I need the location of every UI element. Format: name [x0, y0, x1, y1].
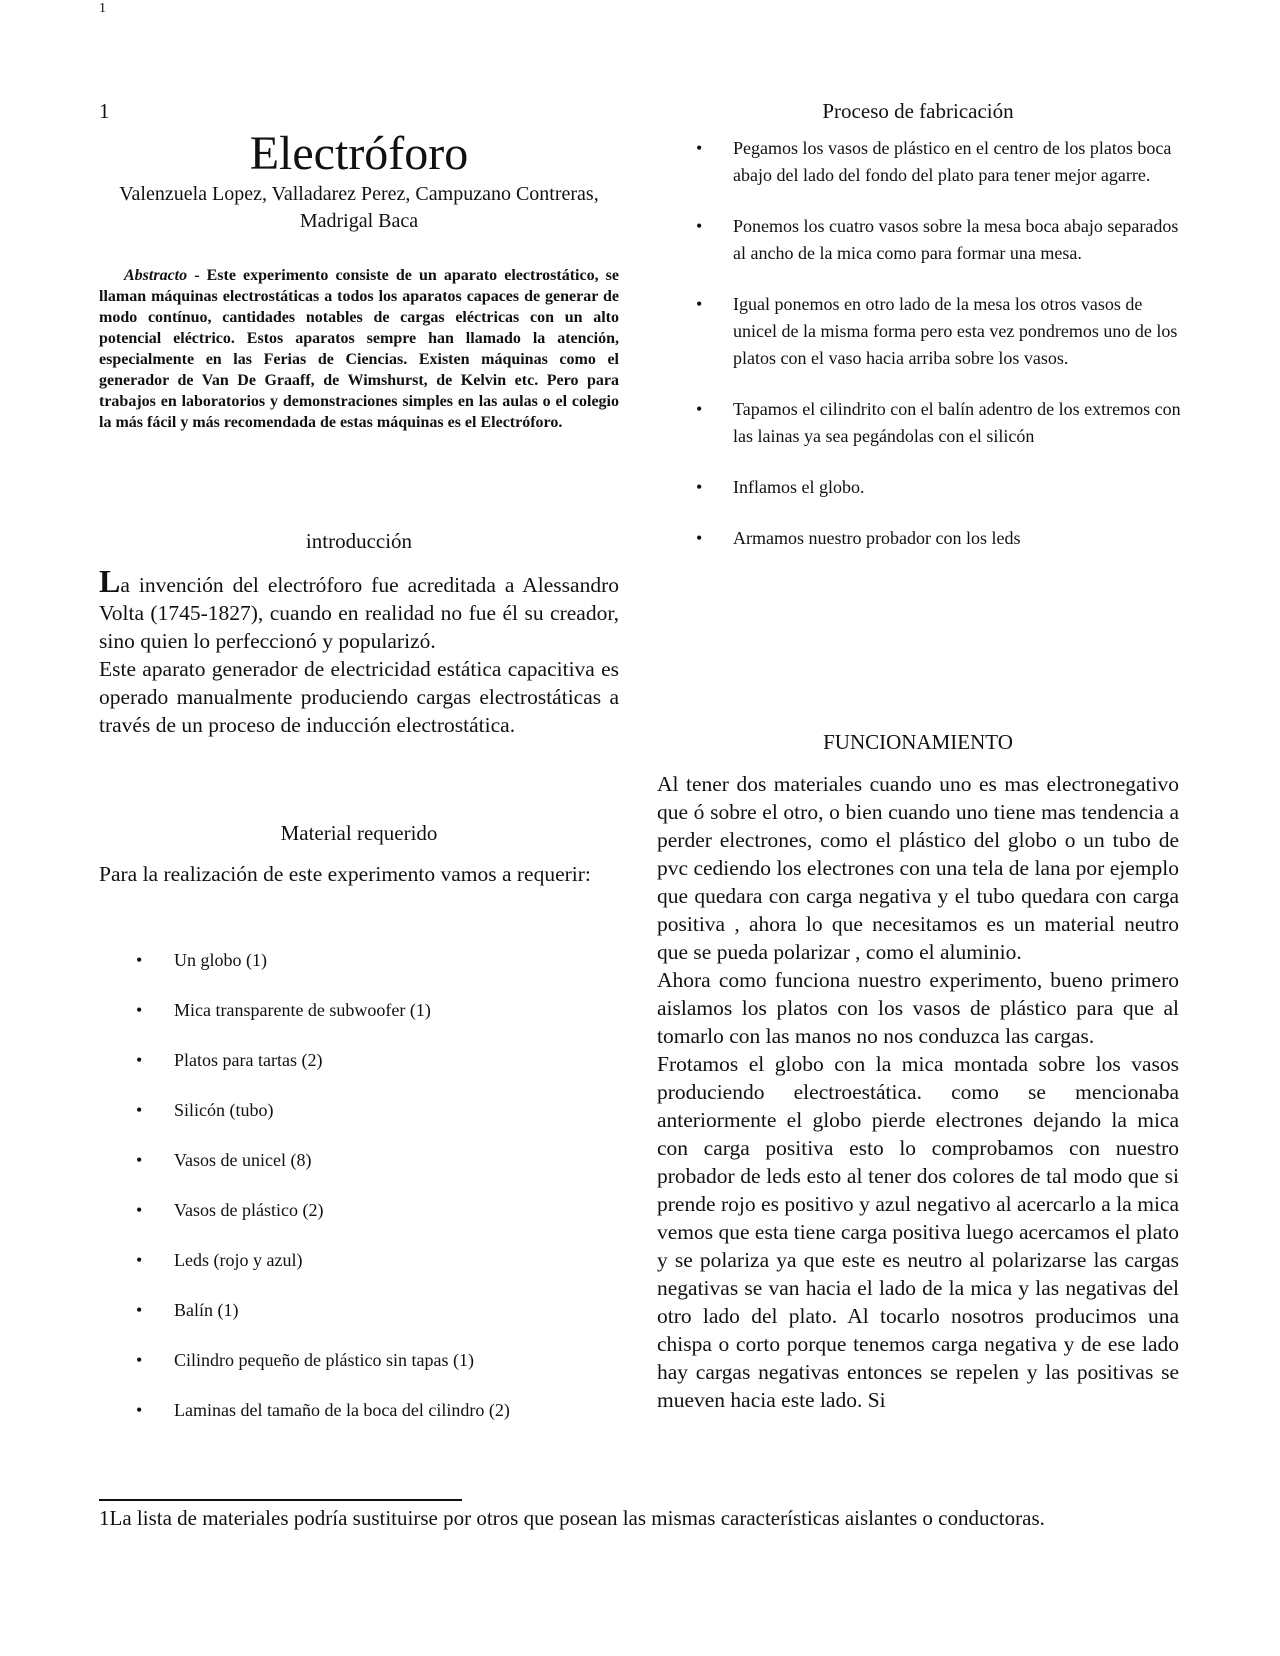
list-item-text: Pegamos los vasos de plástico en el centro de los platos boca abajo del lado del fondo del plato para tener mejor agarre.	[733, 138, 1172, 185]
abstract-text: - Este experimento consiste de un aparato electrostático, se llaman máquinas electrostáticas a todos los aparatos capaces de generar de modo contínuo, cantidades notables de cargas eléctricas con un alto potencial eléctrico. Estos aparatos sempre han llamado la atención, especialmente en las Ferias de Ciencias. Existen máquinas como el generador de Van De Graaff, de Wimshurst, de Kelvin etc. Pero para trabajos en laboratorios y demonstraciones simples en las aulas o el colegio la más fácil y más recomendada de estas máquinas es el Electróforo.	[99, 267, 619, 431]
list-item	[696, 474, 1181, 501]
list-item	[136, 1298, 614, 1348]
bullet-icon: •	[696, 399, 703, 419]
list-item	[696, 291, 1181, 372]
abstract	[99, 265, 619, 433]
bullet-icon: •	[696, 216, 703, 236]
bullet-icon: •	[136, 950, 143, 970]
paper-title-text: Electróforo	[249, 127, 469, 180]
intro-heading: introducción	[305, 529, 413, 553]
list-item	[136, 1048, 614, 1098]
bullet-icon: •	[136, 1200, 143, 1220]
materials-list	[136, 948, 614, 1448]
list-item	[136, 1348, 614, 1398]
bullet-icon: •	[136, 1050, 143, 1070]
bullet-icon: •	[136, 1150, 143, 1170]
process-steps-list	[696, 135, 1181, 576]
function-heading: FUNCIONAMIENTO	[823, 730, 1013, 754]
list-item-text: Tapamos el cilindrito con el balín adentro de los extremos con las lainas ya sea pegándolas con el silicón	[733, 399, 1181, 446]
list-item-text: Vasos de unicel (8)	[174, 1150, 312, 1170]
intro-paragraph-1: a invención del electróforo fue acreditada a Alessandro Volta (1745-1827), cuando en realidad no fue él su creador, sino quien lo perfeccionó y popularizó.	[99, 573, 619, 653]
list-item	[136, 1398, 614, 1448]
footnote: 1La lista de materiales podría sustituirse por otros que posean las mismas características aislantes o conductoras.	[99, 1506, 1045, 1530]
bullet-icon: •	[696, 528, 703, 548]
list-item	[136, 1148, 614, 1198]
bullet-icon: •	[696, 477, 703, 497]
list-item	[696, 525, 1181, 552]
list-item-text: Mica transparente de subwoofer (1)	[174, 1000, 431, 1020]
bullet-icon: •	[696, 138, 703, 158]
list-item	[696, 396, 1181, 450]
function-paragraph-1: Al tener dos materiales cuando uno es mas electronegativo que ó sobre el otro, o bien cuando uno tiene mas tendencia a perder electrones, como el plástico del globo o un tubo de pvc cediendo los electrones con una tela de lana por ejemplo que quedara con carga negativa y el tubo quedara con carga positiva , ahora lo que necesitamos es un material neutro que se pueda polarizar , como el aluminio.	[657, 772, 1179, 964]
material-heading: Material requerido	[280, 821, 438, 845]
bullet-icon: •	[136, 1300, 143, 1320]
footnote-marker: 1	[99, 99, 110, 123]
list-item-text: Laminas del tamaño de la boca del cilindro (2)	[174, 1400, 510, 1420]
list-item-text: Leds (rojo y azul)	[174, 1250, 303, 1270]
list-item-text: Platos para tartas (2)	[174, 1050, 323, 1070]
list-item-text: Ponemos los cuatro vasos sobre la mesa boca abajo separados al ancho de la mica como para formar una mesa.	[733, 216, 1179, 263]
bullet-icon: •	[136, 1000, 143, 1020]
function-paragraph-3: Frotamos el globo con la mica montada sobre los vasos produciendo electroestática. como se mencionaba anteriormente el globo pierde electrones dejando la mica con carga positiva esto lo comprobamos con nuestro probador de leds esto al tener dos colores de tal modo que si prende rojo es positivo y azul negativo al acercarlo a la mica vemos que esta tiene carga positiva luego acercamos el plato y se polariza ya que este es neutro al polarizarse las cargas negativas se van hacia el lado de la mica y las negativas del otro lado del plato. Al tocarlo nosotros producimos una chispa o corto porque tenemos carga negativa y de ese lado hay cargas negativas entonces se repelen y las positivas se mueven hacia este lado. Si	[657, 1052, 1179, 1412]
list-item	[136, 1098, 614, 1148]
list-item	[136, 948, 614, 998]
intro-paragraph-2: Este aparato generador de electricidad estática capacitiva es operado manualmente produciendo cargas electrostáticas a través de un proceso de inducción electrostática.	[99, 657, 619, 737]
bullet-icon: •	[136, 1250, 143, 1270]
bullet-icon: •	[136, 1100, 143, 1120]
list-item-text: Inflamos el globo.	[733, 477, 865, 497]
list-item-text: Balín (1)	[174, 1300, 239, 1320]
list-item	[136, 1198, 614, 1248]
list-item-text: Igual ponemos en otro lado de la mesa los otros vasos de unicel de la misma forma pero esta vez pondremos uno de los platos con el vaso hacia arriba sobre los vasos.	[733, 294, 1178, 368]
list-item-text: Cilindro pequeño de plástico sin tapas (1)	[174, 1350, 474, 1370]
process-heading: Proceso de fabricación	[822, 99, 1014, 123]
bullet-icon: •	[696, 294, 703, 314]
footnote-rule	[99, 1499, 462, 1501]
authors: Valenzuela Lopez, Valladarez Perez, Campuzano Contreras, Madrigal Baca	[119, 183, 599, 232]
list-item-text: Vasos de plástico (2)	[174, 1200, 324, 1220]
abstract-label: Abstracto	[124, 267, 188, 284]
bullet-icon: •	[136, 1350, 143, 1370]
list-item	[696, 135, 1181, 189]
bullet-icon: •	[136, 1400, 143, 1420]
list-item	[696, 213, 1181, 267]
list-item-text: Silicón (tubo)	[174, 1100, 274, 1120]
list-item	[136, 998, 614, 1048]
material-intro: Para la realización de este experimento vamos a requerir:	[99, 862, 591, 886]
function-paragraph-2: Ahora como funciona nuestro experimento, bueno primero aislamos los platos con los vasos de plástico para que al tomarlo con las manos no nos conduzca las cargas.	[657, 968, 1179, 1048]
list-item-text: Un globo (1)	[174, 950, 267, 970]
function-body	[657, 770, 1179, 1414]
page-number: 1	[99, 1, 106, 16]
drop-cap: L	[99, 563, 121, 599]
intro-body	[99, 563, 619, 739]
list-item-text: Armamos nuestro probador con los leds	[733, 528, 1021, 548]
list-item	[136, 1248, 614, 1298]
